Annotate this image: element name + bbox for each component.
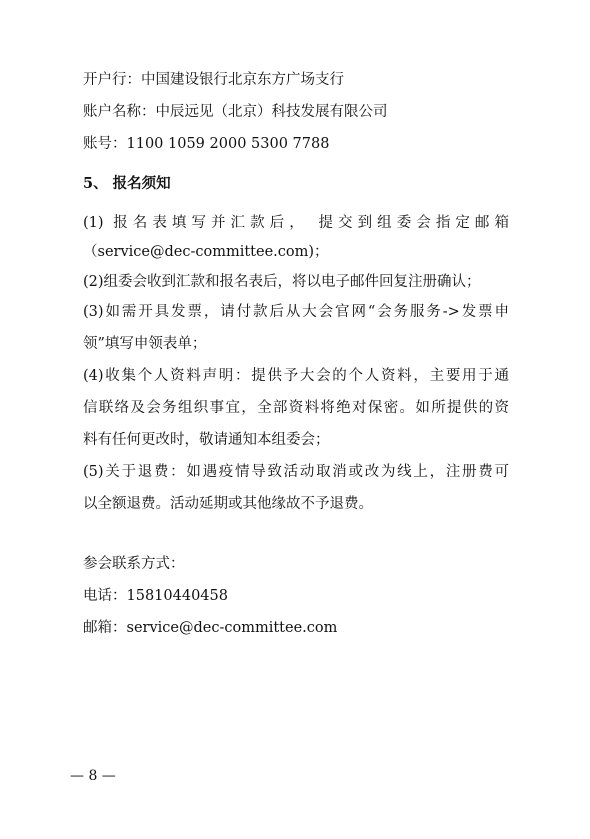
notice-item-line: (1) 报名表填写并汇款后， 提交到组委会指定邮箱 [83,215,509,231]
section-heading: 5、 报名须知 [83,175,171,192]
account-name-line: 账户名称：中辰远见（北京）科技发展有限公司 [83,104,388,120]
notice-item-line: 料有任何更改时，敬请通知本组委会； [83,432,330,448]
bank-name-line: 开户行：中国建设银行北京东方广场支行 [83,72,344,88]
contact-title: 参会联系方式： [83,556,185,572]
account-number-line: 账号：1100 1059 2000 5300 7788 [83,136,330,152]
notice-item-line: （service@dec-committee.com)； [83,244,329,260]
notice-item-line: (2)组委会收到汇款和报名表后，将以电子邮件回复注册确认； [83,274,481,290]
notice-item-line: (3)如需开具发票，请付款后从大会官网“会务服务->发票申 [83,304,509,320]
notice-item-line: 领”填写申领表单； [83,336,207,352]
notice-item-line: 信联络及会务组织事宜，全部资料将绝对保密。如所提供的资 [83,400,509,416]
page-number: — 8 — [70,768,116,784]
contact-email: 邮箱：service@dec-committee.com [83,620,338,636]
notice-item-line: (5)关于退费：如遇疫情导致活动取消或改为线上，注册费可 [83,464,509,480]
notice-item-line: 以全额退费。活动延期或其他缘故不予退费。 [83,496,373,512]
contact-phone: 电话：15810440458 [83,588,228,604]
notice-item-line: (4)收集个人资料声明：提供予大会的个人资料，主要用于通 [83,368,509,384]
